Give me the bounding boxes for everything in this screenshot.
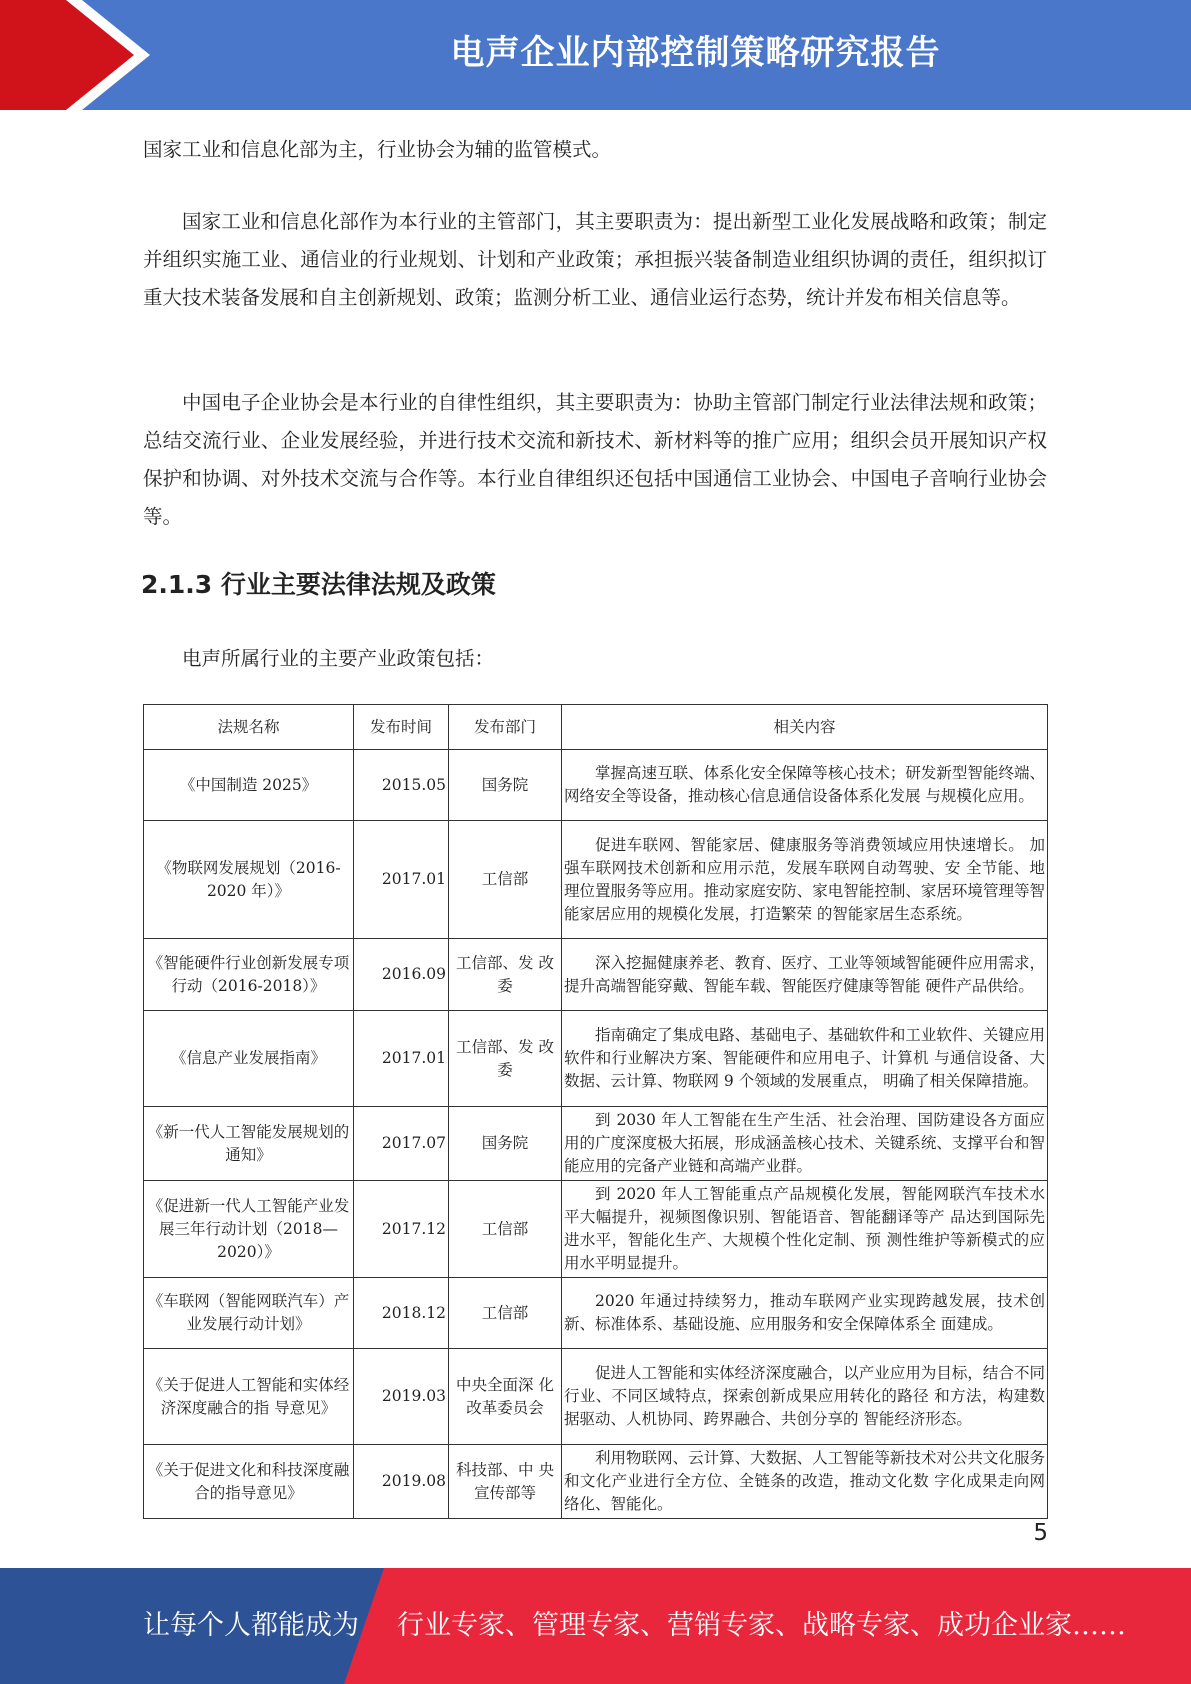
table-row (144, 939, 1048, 1011)
cell-content: 促进车联网、智能家居、健康服务等消费领域应用快速增长。 加强车联网技术创新和应用示范，发展车联网自动驾驶、安 全节能、地理位置服务等应用。推动家庭安防、家电智能控制、家居环境管理等智能家居应用的规模化发展，打造繁荣 的智能家居生态系统。 (562, 821, 1048, 939)
cell-content: 到 2030 年人工智能在生产生活、社会治理、国防建设各方面应用的广度深度极大拓展，形成涵盖核心技术、关键系统、支撑平台和智能应用的完备产业链和高端产业群。 (562, 1107, 1048, 1181)
cell-name: 《关于促进文化和科技深度融合的指导意见》 (144, 1445, 354, 1519)
page-header (0, 0, 1191, 110)
column-header-content: 相关内容 (562, 705, 1048, 750)
header-red-chevron (0, 0, 134, 110)
cell-date: 2019.08 (354, 1445, 449, 1519)
cell-dept: 国务院 (449, 1107, 562, 1181)
column-header-dept: 发布部门 (449, 705, 562, 750)
paragraph-regulatory-mode: 国家工业和信息化部为主，行业协会为辅的监管模式。 (143, 138, 612, 161)
table-row (144, 821, 1048, 939)
cell-content: 2020 年通过持续努力，推动车联网产业实现跨越发展，技术创新、标准体系、基础设施、应用服务和安全保障体系全 面建成。 (562, 1278, 1048, 1349)
cell-dept: 工信部 (449, 1181, 562, 1278)
section-heading: 2.1.3 行业主要法律法规及政策 (141, 570, 496, 599)
cell-dept: 工信部、发 改委 (449, 1011, 562, 1107)
cell-date: 2019.03 (354, 1349, 449, 1445)
cell-date: 2015.05 (354, 750, 449, 821)
cell-name: 《物联网发展规划（2016-2020 年）》 (144, 821, 354, 939)
cell-content: 促进人工智能和实体经济深度融合，以产业应用为目标，结合不同行业、不同区域特点，探索创新成果应用转化的路径 和方法，构建数据驱动、人机协同、跨界融合、共创分享的 智能经济形态。 (562, 1349, 1048, 1445)
cell-content: 掌握高速互联、体系化安全保障等核心技术；研发新型智能终端、网络安全等设备，推动核心信息通信设备体系化发展 与规模化应用。 (562, 750, 1048, 821)
table-row (144, 1278, 1048, 1349)
paragraph-ministry-duties: 国家工业和信息化部作为本行业的主管部门，其主要职责为：提出新型工业化发展战略和政策；制定并组织实施工业、通信业的行业规划、计划和产业政策；承担振兴装备制造业组织协调的责任，组织拟订重大技术装备发展和自主创新规划、政策；监测分析工业、通信业运行态势，统计并发布相关信息等。 (143, 210, 1047, 309)
cell-dept: 中央全面深 化改革委员会 (449, 1349, 562, 1445)
footer-slogan-left: 让每个人都能成为 (143, 1610, 359, 1641)
table-header-row (144, 705, 1048, 750)
page-number: 5 (1033, 1520, 1048, 1546)
cell-content: 到 2020 年人工智能重点产品规模化发展，智能网联汽车技术水平大幅提升，视频图像识别、智能语音、智能翻译等产 品达到国际先进水平，智能化生产、大规模个性化定制、预 测性维护等新模式的应用水平明显提升。 (562, 1181, 1048, 1278)
cell-dept: 国务院 (449, 750, 562, 821)
cell-dept: 工信部 (449, 821, 562, 939)
table-intro: 电声所属行业的主要产业政策包括： (182, 647, 495, 670)
cell-content: 深入挖掘健康养老、教育、医疗、工业等领域智能硬件应用需求，提升高端智能穿戴、智能车载、智能医疗健康等智能 硬件产品供给。 (562, 939, 1048, 1011)
cell-name: 《促进新一代人工智能产业发展三年行动计划（2018—2020）》 (144, 1181, 354, 1278)
cell-date: 2017.12 (354, 1181, 449, 1278)
cell-date: 2017.01 (354, 821, 449, 939)
table-row (144, 1107, 1048, 1181)
cell-dept: 工信部 (449, 1278, 562, 1349)
cell-name: 《车联网（智能网联汽车）产业发展行动计划》 (144, 1278, 354, 1349)
header-title: 电声企业内部控制策略研究报告 (450, 33, 941, 73)
cell-name: 《信息产业发展指南》 (144, 1011, 354, 1107)
column-header-name: 法规名称 (144, 705, 354, 750)
table-row (144, 1181, 1048, 1278)
column-header-date: 发布时间 (354, 705, 449, 750)
table-row (144, 1445, 1048, 1519)
cell-date: 2017.07 (354, 1107, 449, 1181)
footer-slogan-right: 行业专家、管理专家、营销专家、战略专家、成功企业家…… (397, 1610, 1126, 1641)
table-row (144, 1011, 1048, 1107)
paragraph-association-duties: 中国电子企业协会是本行业的自律性组织，其主要职责为：协助主管部门制定行业法律法规和政策；总结交流行业、企业发展经验，并进行技术交流和新技术、新材料等的推广应用；组织会员开展知识产权保护和协调、对外技术交流与合作等。本行业自律组织还包括中国通信工业协会、中国电子音响行业协会等。 (143, 391, 1047, 528)
cell-content: 指南确定了集成电路、基础电子、基础软件和工业软件、关键应用软件和行业解决方案、智能硬件和应用电子、计算机 与通信设备、大数据、云计算、物联网 9 个领域的发展重点， 明确了相关保障措施。 (562, 1011, 1048, 1107)
page-footer (0, 1568, 1191, 1684)
cell-date: 2016.09 (354, 939, 449, 1011)
cell-name: 《关于促进人工智能和实体经济深度融合的指 导意见》 (144, 1349, 354, 1445)
cell-dept: 工信部、发 改委 (449, 939, 562, 1011)
cell-dept: 科技部、中 央宣传部等 (449, 1445, 562, 1519)
cell-date: 2018.12 (354, 1278, 449, 1349)
table-row (144, 750, 1048, 821)
table-row (144, 1349, 1048, 1445)
cell-name: 《智能硬件行业创新发展专项行动（2016-2018）》 (144, 939, 354, 1011)
cell-date: 2017.01 (354, 1011, 449, 1107)
cell-name: 《新一代人工智能发展规划的通知》 (144, 1107, 354, 1181)
cell-content: 利用物联网、云计算、大数据、人工智能等新技术对公共文化服务和文化产业进行全方位、全链条的改造，推动文化数 字化成果走向网络化、智能化。 (562, 1445, 1048, 1519)
cell-name: 《中国制造 2025》 (144, 750, 354, 821)
policy-table (143, 704, 1048, 1519)
